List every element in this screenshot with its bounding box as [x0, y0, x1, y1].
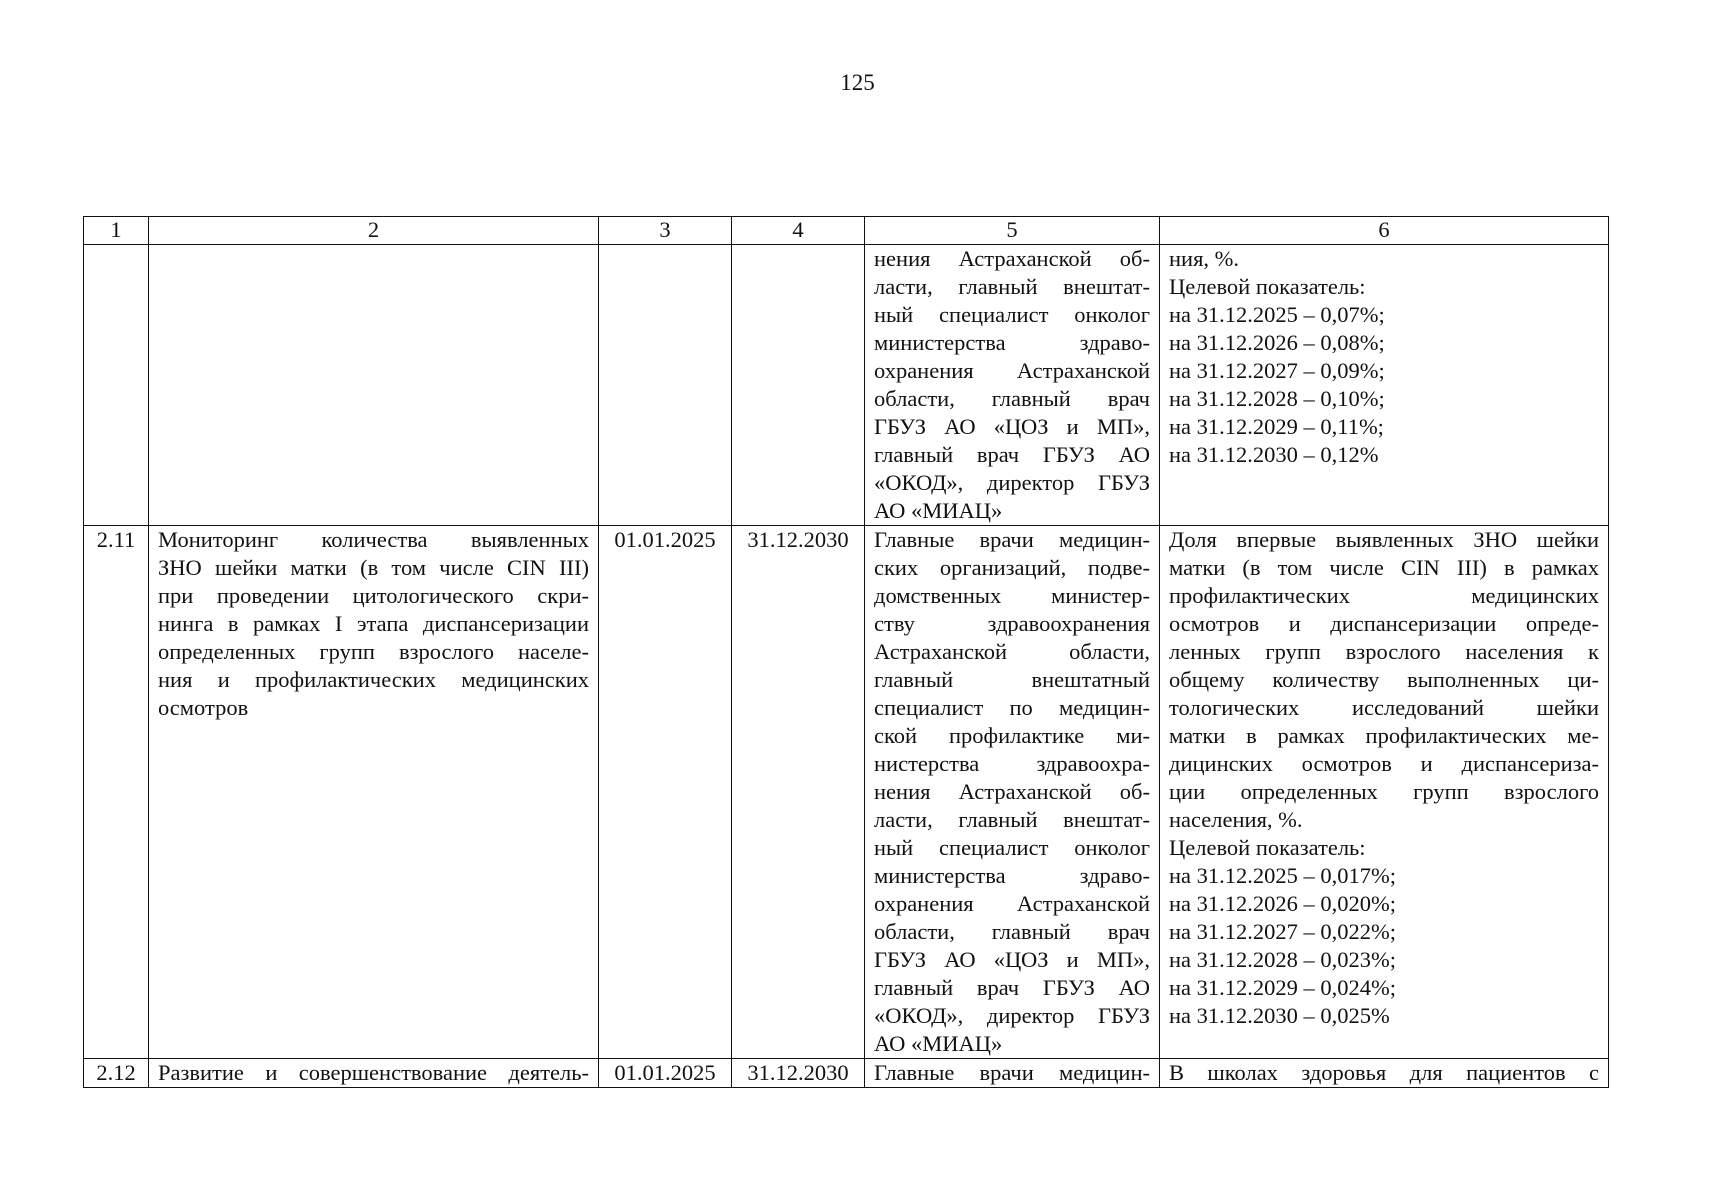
text-line: нистерства здравоохра-	[874, 751, 1150, 776]
text-line: «ОКОД», директор ГБУЗ	[874, 470, 1150, 495]
column-header-3: 3	[599, 217, 732, 245]
activity-cell	[149, 526, 599, 1059]
table-row-2-12	[84, 1059, 1609, 1088]
text-line: главный внештатный	[874, 667, 1150, 692]
column-header-4: 4	[732, 217, 865, 245]
text-line: специалист по медицин-	[874, 695, 1150, 720]
continuation-start-cell	[599, 245, 732, 526]
text-line: охранения Астраханской	[874, 891, 1150, 916]
text-line: Доля впервые выявленных ЗНО шейки	[1169, 527, 1599, 552]
text-line: Целевой показатель:	[1169, 835, 1366, 860]
text-line: ласти, главный внештат-	[874, 807, 1150, 832]
text-line: «ОКОД», директор ГБУЗ	[874, 1003, 1150, 1028]
text-line: осмотров и диспансеризации опреде-	[1169, 611, 1599, 636]
responsible-cell	[865, 526, 1160, 1059]
table-row-2-11	[84, 526, 1609, 1059]
column-header-2: 2	[149, 217, 599, 245]
text-line: ской профилактике ми-	[874, 723, 1150, 748]
text-line: на 31.12.2027 – 0,09%;	[1169, 358, 1385, 383]
text-line: на 31.12.2025 – 0,07%;	[1169, 302, 1385, 327]
text-line: матки (в том числе CIN III) в рамках	[1169, 555, 1599, 580]
responsible-cell	[865, 1059, 1160, 1088]
text-line: Развитие и совершенствование деятель-	[158, 1060, 589, 1085]
continuation-num-cell	[84, 245, 149, 526]
text-line: АО «МИАЦ»	[874, 1031, 1003, 1056]
text-line: ГБУЗ АО «ЦОЗ и МП»,	[874, 414, 1150, 439]
text-line: Астраханской области,	[874, 639, 1150, 664]
continuation-responsible-cell	[865, 245, 1160, 526]
page-number: 125	[840, 70, 875, 95]
indicator-cell	[1160, 526, 1609, 1059]
text-line: министерства здраво-	[874, 863, 1150, 888]
text-line: министерства здраво-	[874, 330, 1150, 355]
text-line: главный врач ГБУЗ АО	[874, 975, 1150, 1000]
text-line: на 31.12.2029 – 0,024%;	[1169, 975, 1397, 1000]
text-line: Главные врачи медицин-	[874, 1060, 1150, 1085]
column-header-1: 1	[84, 217, 149, 245]
text-line: тологических исследований шейки	[1169, 695, 1599, 720]
continuation-indicator-cell	[1160, 245, 1609, 526]
text-line: Мониторинг количества выявленных	[158, 527, 589, 552]
text-line: ный специалист онколог	[874, 835, 1150, 860]
text-line: на 31.12.2027 – 0,022%;	[1169, 919, 1397, 944]
indicator-cell	[1160, 1059, 1609, 1088]
text-line: ласти, главный внештат-	[874, 274, 1150, 299]
text-line: ских организаций, подве-	[874, 555, 1150, 580]
text-line: населения, %.	[1169, 807, 1303, 832]
continuation-end-cell	[732, 245, 865, 526]
text-line: главный врач ГБУЗ АО	[874, 442, 1150, 467]
text-line: на 31.12.2029 – 0,11%;	[1169, 414, 1384, 439]
text-line: ГБУЗ АО «ЦОЗ и МП»,	[874, 947, 1150, 972]
end-date-cell: 31.12.2030	[732, 1059, 865, 1088]
text-line: на 31.12.2030 – 0,12%	[1169, 442, 1379, 467]
text-line: ЗНО шейки матки (в том числе CIN III)	[158, 555, 589, 580]
text-line: нения Астраханской об-	[874, 246, 1150, 271]
text-line: общему количеству выполненных ци-	[1169, 667, 1599, 692]
text-line: на 31.12.2028 – 0,10%;	[1169, 386, 1385, 411]
text-line: ния, %.	[1169, 246, 1240, 271]
column-header-5: 5	[865, 217, 1160, 245]
text-line: ный специалист онколог	[874, 302, 1150, 327]
text-line: ленных групп взрослого населения к	[1169, 639, 1599, 664]
text-line: профилактических медицинских	[1169, 583, 1599, 608]
continuation-row	[84, 245, 1609, 526]
text-line: Целевой показатель:	[1169, 274, 1366, 299]
text-line: при проведении цитологического скри-	[158, 583, 589, 608]
text-line: ству здравоохранения	[874, 611, 1150, 636]
text-line: осмотров	[158, 695, 249, 720]
text-line: нинга в рамках I этапа диспансеризации	[158, 611, 589, 636]
text-line: на 31.12.2030 – 0,025%	[1169, 1003, 1390, 1028]
end-date-cell: 31.12.2030	[732, 526, 865, 1059]
row-number-cell: 2.11	[84, 526, 149, 1059]
text-line: В школах здоровья для пациентов с	[1169, 1060, 1599, 1085]
text-line: на 31.12.2026 – 0,08%;	[1169, 330, 1385, 355]
text-line: определенных групп взрослого населе-	[158, 639, 589, 664]
continuation-activity-cell	[149, 245, 599, 526]
text-line: нения Астраханской об-	[874, 779, 1150, 804]
column-header-6: 6	[1160, 217, 1609, 245]
text-line: Главные врачи медицин-	[874, 527, 1150, 552]
text-line: на 31.12.2025 – 0,017%;	[1169, 863, 1397, 888]
text-line: на 31.12.2026 – 0,020%;	[1169, 891, 1397, 916]
text-line: области, главный врач	[874, 919, 1150, 944]
text-line: ния и профилактических медицинских	[158, 667, 589, 692]
activity-cell	[149, 1059, 599, 1088]
text-line: дицинских осмотров и диспансериза-	[1169, 751, 1599, 776]
text-line: АО «МИАЦ»	[874, 498, 1003, 523]
document-table	[83, 216, 1609, 1088]
text-line: домственных министер-	[874, 583, 1150, 608]
text-line: матки в рамках профилактических ме-	[1169, 723, 1599, 748]
text-line: охранения Астраханской	[874, 358, 1150, 383]
start-date-cell: 01.01.2025	[599, 1059, 732, 1088]
row-number-cell: 2.12	[84, 1059, 149, 1088]
text-line: области, главный врач	[874, 386, 1150, 411]
header-row	[84, 217, 1609, 245]
text-line: на 31.12.2028 – 0,023%;	[1169, 947, 1397, 972]
text-line: ции определенных групп взрослого	[1169, 779, 1599, 804]
start-date-cell: 01.01.2025	[599, 526, 732, 1059]
